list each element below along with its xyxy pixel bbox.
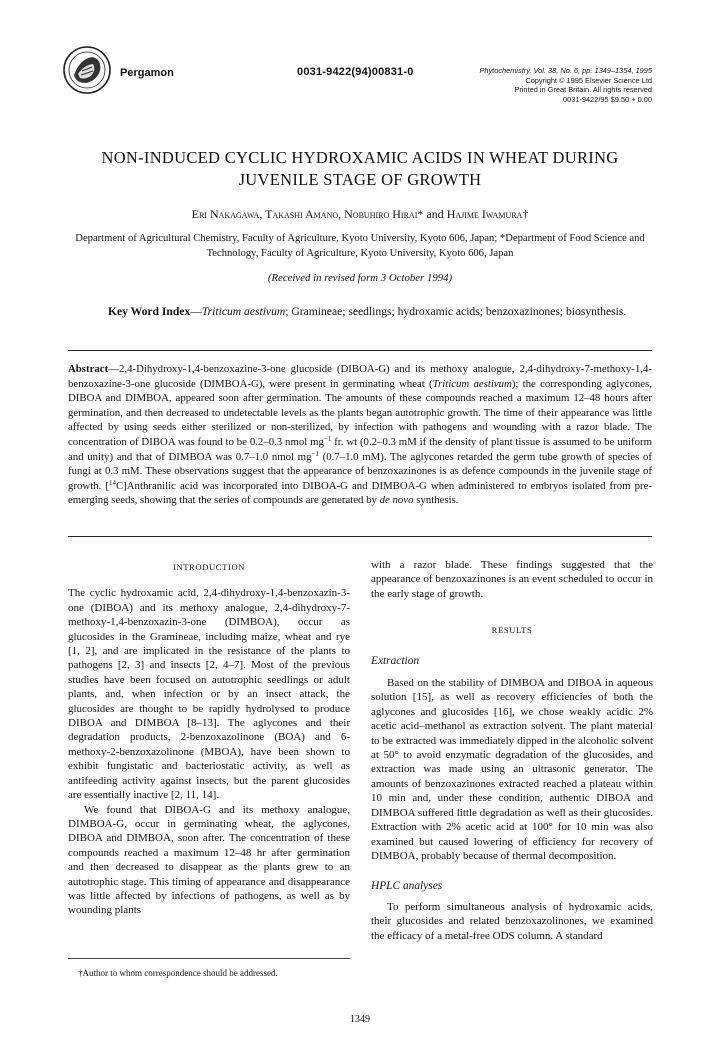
extraction-subheading: Extraction (371, 654, 420, 667)
keyword-species: Triticum aestivum (201, 305, 286, 318)
authors (40, 207, 680, 222)
journal-line: Phytochemistry, Vol. 38, No. 6, pp. 1349–1354, 1995 (479, 66, 652, 75)
abstract-text-1: —2,4-Dihydroxy-1,4-benzoxazine-3-one glucoside (DIBOA-G) and its methoxy analogue, 2,4-dihydroxy-7-methoxy-1,4-benzoxazine-3-one glucoside (DIMBOA-G), were present in germinating wheat ( (68, 363, 652, 390)
intro-paragraph-2: We found that DIBOA-G and its methoxy analogue, DIMBOA-G, occur in germinating wheat, the aglycones, DIBOA and DIMBOA, soon after. The concentration of these compounds reached a maximum 12–48 hr after germination and then decreased to disappear as the plants grew to an autotrophic stage. This timing of appearance and disappearance was little affected by infections of pathogens, as well as by wounding plants (68, 803, 350, 917)
abstract-text-2: ); the corresponding aglycones, DIBOA and DIMBOA, appeared soon after germination. The amounts of these compounds reached a maximum 12–48 hours after germination, and then decreased to undetectable levels as the plants began autotrophic growth. The time of their appearance was little affected by using seeds either sterilized or non-sterilized, by infection with pathogens and wounding with a razor blade. The concentration of DIBOA was found to be 0.2–0.3 nmol mg (68, 377, 652, 448)
price-line: 0031-9422/95 $9.50 + 0.00 (563, 94, 652, 104)
author-3: Nobuhiro Hirai* (344, 207, 424, 221)
hplc-paragraph: To perform simultaneous analysis of hydroxamic acids, their glucosides and related benzoxazolinones, we examined the efficacy of a metal-free ODS column. A standard (371, 900, 653, 942)
results-heading: RESULTS (491, 625, 533, 636)
introduction-heading: INTRODUCTION (172, 562, 246, 572)
extraction-paragraph: Based on the stability of DIMBOA and DIBOA in aqueous solution [15], as well as recovery efficiencies of both the aglycones and glucosides [16], we chose weakly acidic 2% acetic acid–methanol as extraction solvent. The plant material to be extracted was immediately dipped in the alcoholic solvent at 50° to avoid enzymatic degradation of the glucosides, and extraction was made using an ultrasonic generator. The amounts of benzoxazinones extracted reached a plateau within 10 min and, under these condition, authentic DIBOA and DIMBOA suffered little degradation as well as their glucosides. Extraction with 2% acetic acid at 100° for 10 min was also examined but caused lowering of efficiency for recovery of DIMBOA, probably because of thermal decomposition. (371, 677, 653, 862)
journal-info (479, 66, 652, 104)
author-1: Eri Nakagawa, (191, 207, 263, 221)
copyright-line: Copyright © 1995 Elsevier Science Ltd (525, 75, 652, 85)
footnote: †Author to whom correspondence should be addressed. (78, 968, 278, 978)
author-2: Takashi Amano, (265, 207, 342, 221)
keyword-label: Key Word Index (108, 305, 191, 318)
page-number: 1349 (350, 1014, 370, 1025)
footnote-rule (68, 958, 350, 959)
keyword-index (108, 304, 648, 320)
hplc-subheading: HPLC analyses (371, 880, 443, 893)
article-code: 0031-9422(94)00831-0 (297, 66, 414, 78)
intro-paragraph-1: The cyclic hydroxamic acid, 2,4-dihydroxy-1,4-benzoxazin-3-one (DIBOA) and its methoxy analogue, 2,4-dihydroxy-7-methoxy-1,4-benzoxazin-3-one (DIMBOA), occur as glucosides in the Gramineae, including maize, wheat and rye [1, 2], and are implicated in the resistance of the plants to pathogens [2, 3] and insects [2, 4–7]. Most of the previous studies have been focused on autotrophic seedlings or adult plants, and, when infection or by an insect attack, the glucosides are thought to be rapidly hydrolysed to produce DIBOA and DIMBOA [8–13]. The aglycones and their degradation products, 2-benzoxazolinone (BOA) and 6-methoxy-2-benzoxazolinone (MBOA), have been shown to exhibit fungistatic and bacteriostatic activity, as well as antifeeding activity against insects, but the parent glucosides are essentially inactive [2, 11, 14]. (68, 587, 350, 802)
abstract-bottom-rule (68, 536, 652, 537)
paper-title (40, 147, 680, 191)
keyword-dash: — (190, 305, 202, 318)
received-date (40, 272, 680, 284)
keyword-list: ; Gramineae; seedlings; hydroxamic acids; benzoxazinones; biosynthesis. (285, 305, 627, 318)
title-line-2: JUVENILE STAGE OF GROWTH (238, 170, 482, 189)
intro-paragraph-3: with a razor blade. These findings suggested that the appearance of benzoxazinones is an event scheduled to occur in the early stage of growth. (371, 559, 653, 600)
abstract-top-rule (68, 350, 652, 351)
printed-line: Printed in Great Britain. All rights reserved (514, 85, 652, 94)
publisher-name: Pergamon (120, 67, 174, 79)
abstract-de-novo: de novo (379, 494, 414, 507)
authors-and: and (426, 207, 444, 221)
affiliation: Department of Agricultural Chemistry, Faculty of Agriculture, Kyoto University, Kyoto 606, Japan; *Department of Food Science and Technology, Faculty of Agriculture, Kyoto University, Kyoto 606, Japan (75, 233, 645, 259)
abstract-text-6: synthesis. (413, 494, 459, 507)
received-text: (Received in revised form 3 October 1994) (267, 272, 453, 284)
abstract-sup-2: −1 (311, 449, 319, 458)
abstract-text-3: fr. wt (0.2–0.3 mM if the density of plant tissue is assumed to be uniform and unity) and that of DIMBOA was 0.7–1.0 nmol mg (68, 435, 652, 463)
abstract-text-4: (0.7–1.0 mM). The aglycones retarded the germ tube growth of species of fungi at 0.3 mM. These observations suggest that the appearance of benzoxazinones is as defence compounds in the juvenile stage of growth. [ (68, 450, 653, 492)
author-4: Hajime Iwamura† (446, 207, 529, 221)
abstract-sup-3: 14 (108, 478, 116, 487)
abstract (68, 362, 652, 508)
right-column (371, 558, 653, 943)
publisher-logo (62, 45, 112, 95)
abstract-text-5: C]Anthranilic acid was incorporated into DIBOA-G and DIMBOA-G when administered to embryos isolated from pre-emerging seeds, showing that the series of compounds are generated by (68, 479, 652, 507)
abstract-label: Abstract (68, 363, 109, 375)
abstract-sup-1: −1 (323, 434, 332, 443)
left-column (68, 560, 350, 918)
abstract-species: Triticum aestivum (432, 377, 512, 390)
title-line-1: NON-INDUCED CYCLIC HYDROXAMIC ACIDS IN WHEAT DURING (101, 148, 619, 167)
